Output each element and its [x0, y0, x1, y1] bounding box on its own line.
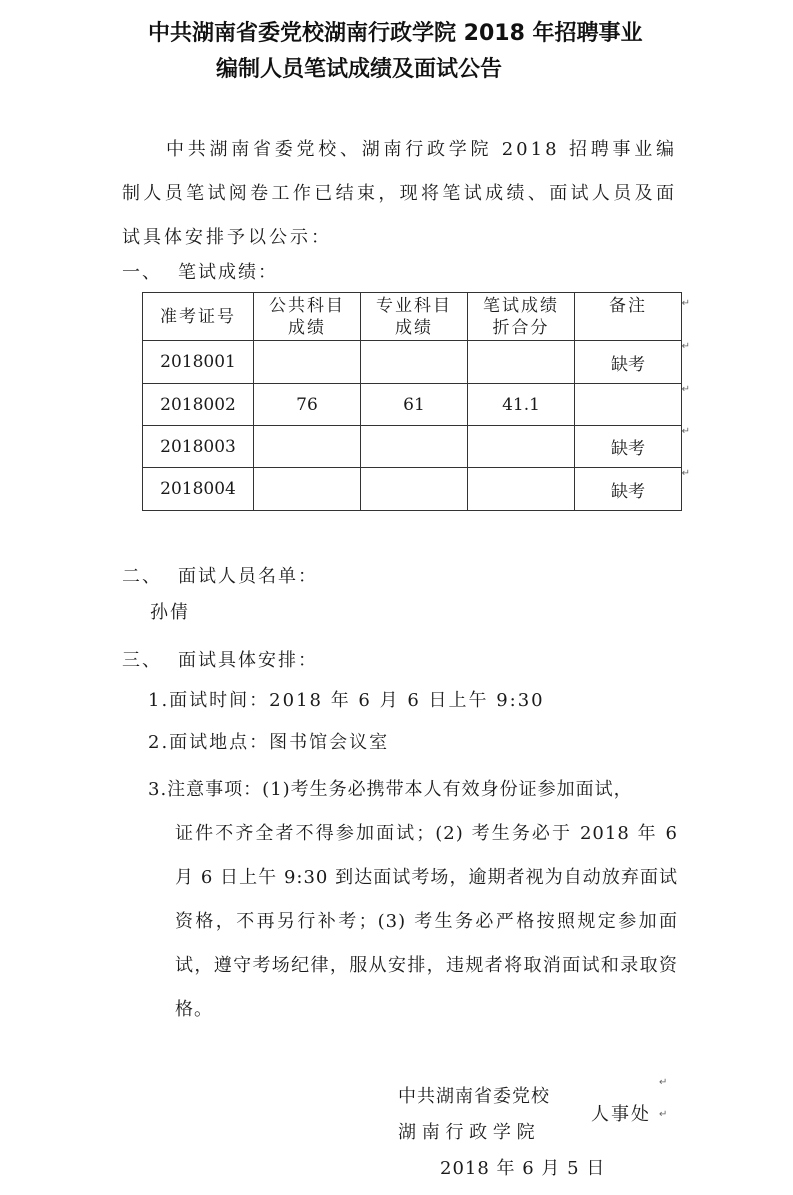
table-row	[143, 384, 682, 426]
cell-major-score: 61	[361, 384, 468, 426]
section-2-number: 二、	[122, 566, 162, 587]
cell-remark: ↵	[575, 384, 682, 426]
interviewee-name: 孙倩	[150, 602, 190, 623]
table-row	[143, 426, 682, 468]
cell-exam-id: 2018003	[143, 426, 254, 468]
cell-exam-id: 2018001	[143, 341, 254, 384]
notice-lead: 3.注意事项：(1)考生务必携带本人有效身份证参加面试，	[148, 779, 633, 800]
cell-exam-id: 2018004	[143, 468, 254, 511]
intro-paragraph: 中共湖南省委党校、湖南行政学院 2018 招聘事业编制人员笔试阅卷工作已结束，现将笔试成绩、面试人员及面试具体安排予以公示：	[122, 139, 677, 248]
cell-remark: 缺考 ↵	[575, 468, 682, 511]
scores-table	[142, 292, 690, 511]
cell-public-score	[254, 341, 361, 384]
table-header-row	[143, 293, 682, 341]
title-line-1: 中共湖南省委党校湖南行政学院 2018 年招聘事业	[148, 21, 643, 46]
title-line-2: 编制人员笔试成绩及面试公告	[216, 57, 503, 82]
cell-written-score: 41.1	[468, 384, 575, 426]
cell-remark: 缺考 ↵	[575, 341, 682, 384]
header-cell-written-score: 笔试成绩 折合分	[468, 293, 575, 341]
section-3-number: 三、	[122, 650, 162, 671]
notice-items	[148, 768, 678, 1032]
header-cell-exam-id: 准考证号	[143, 293, 254, 341]
cell-public-score	[254, 426, 361, 468]
cell-written-score	[468, 341, 575, 384]
interview-time: 1.面试时间：2018 年 6 月 6 日上午 9:30	[148, 690, 545, 711]
cell-public-score	[254, 468, 361, 511]
interview-location: 2.面试地点：图书馆会议室	[148, 732, 390, 753]
signature-date: 2018 年 6 月 5 日	[440, 1158, 606, 1179]
section-1-heading	[122, 258, 278, 284]
section-1-label: 笔试成绩：	[178, 262, 278, 283]
cell-remark: 缺考 ↵	[575, 426, 682, 468]
edit-mark: ↵	[659, 1077, 668, 1088]
section-1-number: 一、	[122, 262, 162, 283]
signature-dept: 人事处	[591, 1104, 651, 1125]
header-cell-remark: 备注 ↵	[575, 293, 682, 341]
cell-public-score: 76	[254, 384, 361, 426]
section-3-heading	[122, 646, 318, 672]
cell-major-score	[361, 426, 468, 468]
cell-written-score	[468, 468, 575, 511]
cell-exam-id: 2018002	[143, 384, 254, 426]
table-row	[143, 341, 682, 384]
table-row	[143, 468, 682, 511]
cell-major-score	[361, 341, 468, 384]
cell-major-score	[361, 468, 468, 511]
header-cell-major-score: 专业科目 成绩	[361, 293, 468, 341]
section-2-heading	[122, 562, 318, 588]
section-2-label: 面试人员名单：	[178, 566, 318, 587]
header-cell-public-score: 公共科目 成绩	[254, 293, 361, 341]
signature-org-1: 中共湖南省委党校	[398, 1086, 550, 1107]
edit-mark: ↵	[659, 1109, 668, 1120]
notice-content: 证件不齐全者不得参加面试；(2) 考生务必于 2018 年 6 月 6 日上午 9:30 到达面试考场，逾期者视为自动放弃面试资格，不再另行补考；(3) 考生务必严格按照规定参加面试，遵守考场纪律，服从安排，违规者将取消面试和录取资格。	[175, 823, 678, 1020]
cell-written-score	[468, 426, 575, 468]
section-3-label: 面试具体安排：	[178, 650, 318, 671]
signature-org-2: 湖 南 行 政 学 院	[398, 1122, 535, 1143]
